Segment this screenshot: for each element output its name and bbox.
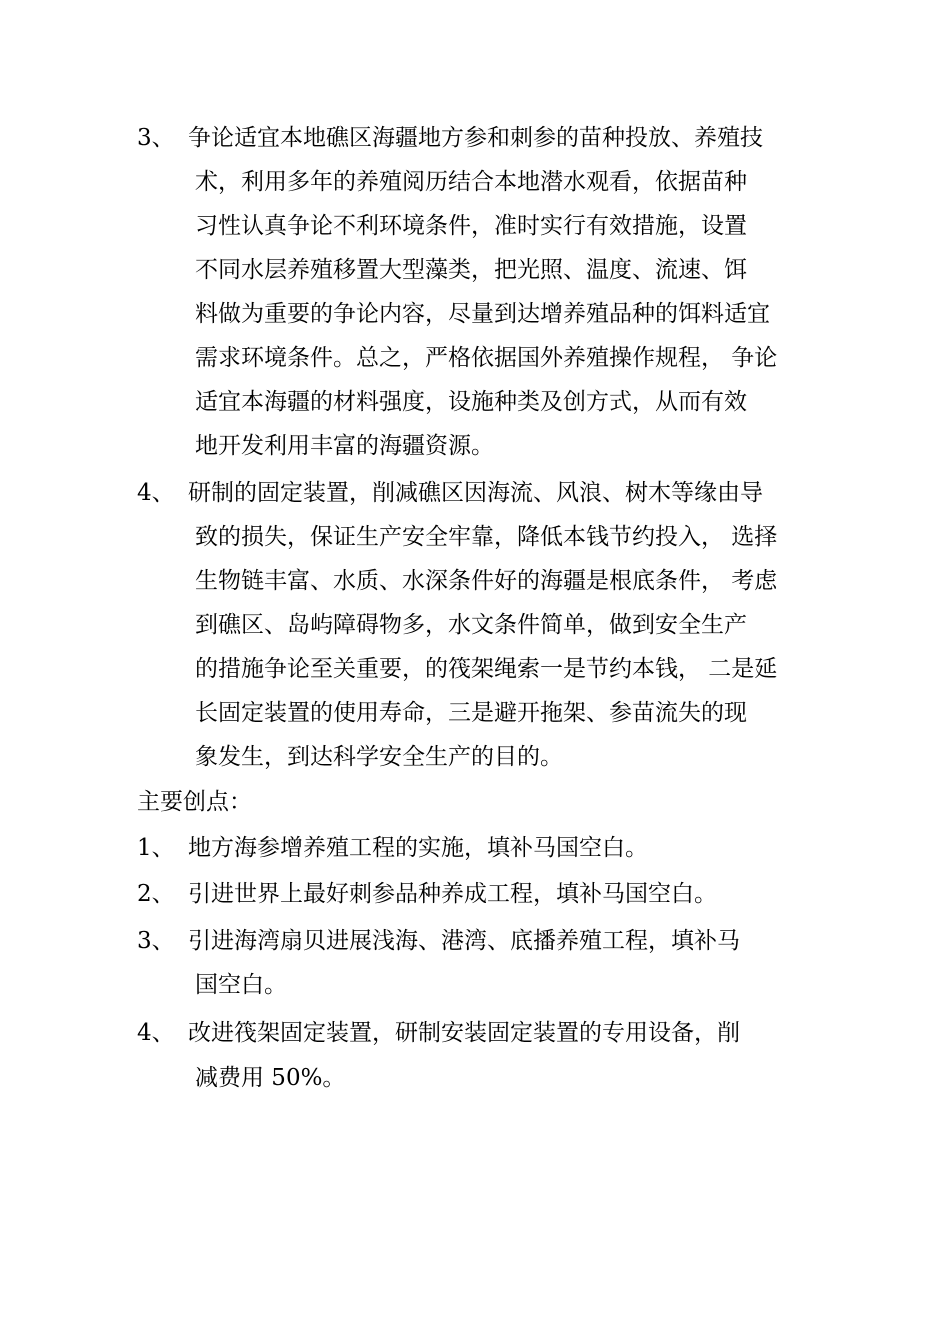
item-text: 国空白。 (195, 972, 287, 998)
innovations-heading: 主要创点： (137, 789, 252, 815)
section-number: 4、 (137, 480, 175, 506)
section-line: 的措施争论至关重要，的筏架绳索一是节约本钱， 二是延 (195, 656, 778, 682)
item-number: 3、 (137, 928, 175, 954)
section-line: 象发生，到达科学安全生产的目的。 (195, 744, 563, 770)
section-line: 术，利用多年的养殖阅历结合本地潜水观看，依据苗种 (195, 169, 747, 195)
section-line: 长固定装置的使用寿命，三是避开拖架、参苗流失的现 (195, 700, 747, 726)
section-line: 需求环境条件。总之，严格依据国外养殖操作规程， 争论 (195, 345, 778, 371)
section-line: 不同水层养殖移置大型藻类，把光照、温度、流速、饵 (195, 257, 747, 283)
section-line: 致的损失，保证生产安全牢靠，降低本钱节约投入， 选择 (195, 524, 778, 550)
section-line: 争论适宜本地礁区海疆地方参和刺参的苗种投放、养殖技 (188, 125, 763, 151)
section-line: 生物链丰富、水质、水深条件好的海疆是根底条件， 考虑 (195, 568, 778, 594)
section-line: 料做为重要的争论内容，尽量到达增养殖品种的饵料适宜 (195, 301, 770, 327)
item-text: 减费用 50%。 (195, 1065, 346, 1091)
section-line: 习性认真争论不利环境条件，准时实行有效措施，设置 (195, 213, 747, 239)
item-number: 4、 (137, 1020, 175, 1046)
item-text: 地方海参增养殖工程的实施，填补马国空白。 (188, 835, 648, 861)
section-line: 适宜本海疆的材料强度，设施种类及创方式，从而有效 (195, 389, 747, 415)
section-line: 地开发利用丰富的海疆资源。 (195, 433, 494, 459)
item-number: 1、 (137, 835, 175, 861)
section-number: 3、 (137, 125, 175, 151)
item-text: 改进筏架固定装置，研制安装固定装置的专用设备，削 (188, 1020, 740, 1046)
section-line: 到礁区、岛屿障碍物多，水文条件简单，做到安全生产 (195, 612, 747, 638)
item-number: 2、 (137, 881, 175, 907)
item-text: 引进海湾扇贝进展浅海、港湾、底播养殖工程，填补马 (188, 928, 740, 954)
section-line: 研制的固定装置，削减礁区因海流、风浪、树木等缘由导 (188, 480, 763, 506)
item-text: 引进世界上最好刺参品种养成工程，填补马国空白。 (188, 881, 717, 907)
